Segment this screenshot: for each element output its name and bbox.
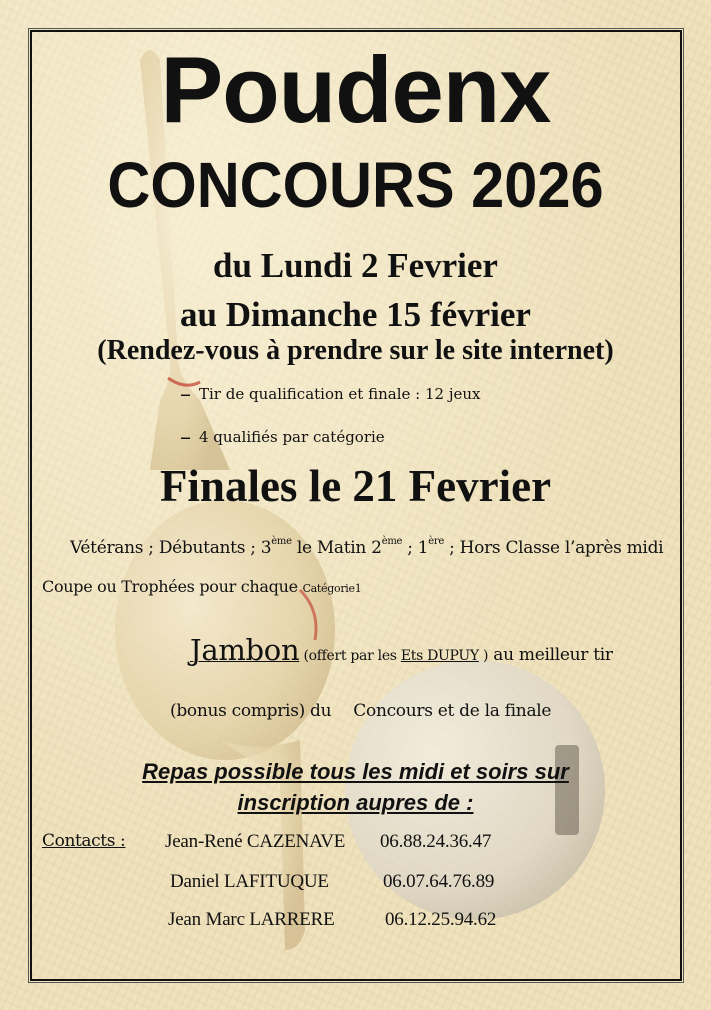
contact-phone: 06.07.64.76.89 xyxy=(383,871,495,892)
contact-name: Daniel LAFITUQUE xyxy=(170,871,329,892)
meal-line-2: inscription aupres de : xyxy=(237,790,474,815)
contacts-label: Contacts : xyxy=(42,831,126,851)
date-line-start: du Lundi 2 Fevrier xyxy=(213,246,498,285)
date-line-end: au Dimanche 15 février xyxy=(180,295,531,334)
cups-line: Coupe ou Trophées pour chaque Catégorie1 xyxy=(42,577,362,596)
jambon-word: Jambon xyxy=(190,633,300,667)
contact-phone: 06.12.25.94.62 xyxy=(385,909,497,930)
jambon-prize-line: Jambon (offert par les Ets DUPUY ) au meilleur tir xyxy=(190,633,613,667)
contact-name: Jean Marc LARRERE xyxy=(168,909,335,930)
dash-icon: – xyxy=(180,425,191,450)
contact-phone: 06.88.24.36.47 xyxy=(380,831,492,852)
sponsor-name: Ets DUPUY xyxy=(400,648,479,664)
bullet-qualified: – 4 qualifiés par catégorie xyxy=(180,425,385,450)
categories-schedule: Vétérans ; Débutants ; 3ème le Matin 2ème ; 1ère ; Hors Classe l’après midi xyxy=(70,536,664,558)
booking-note: (Rendez-vous à prendre sur le site internet) xyxy=(97,335,614,366)
bonus-line: (bonus compris) du Concours et de la finale xyxy=(170,701,552,721)
meal-line-1: Repas possible tous les midi et soirs sur xyxy=(142,759,569,784)
contact-name: Jean-René CAZENAVE xyxy=(165,831,346,852)
poster-title: Poudenx xyxy=(160,37,551,142)
dash-icon: – xyxy=(180,382,191,407)
finals-heading: Finales le 21 Fevrier xyxy=(159,461,552,511)
bullet-qualification: – Tir de qualification et finale : 12 jeux xyxy=(180,382,481,407)
poster-subtitle: CONCOURS 2026 xyxy=(107,149,604,221)
